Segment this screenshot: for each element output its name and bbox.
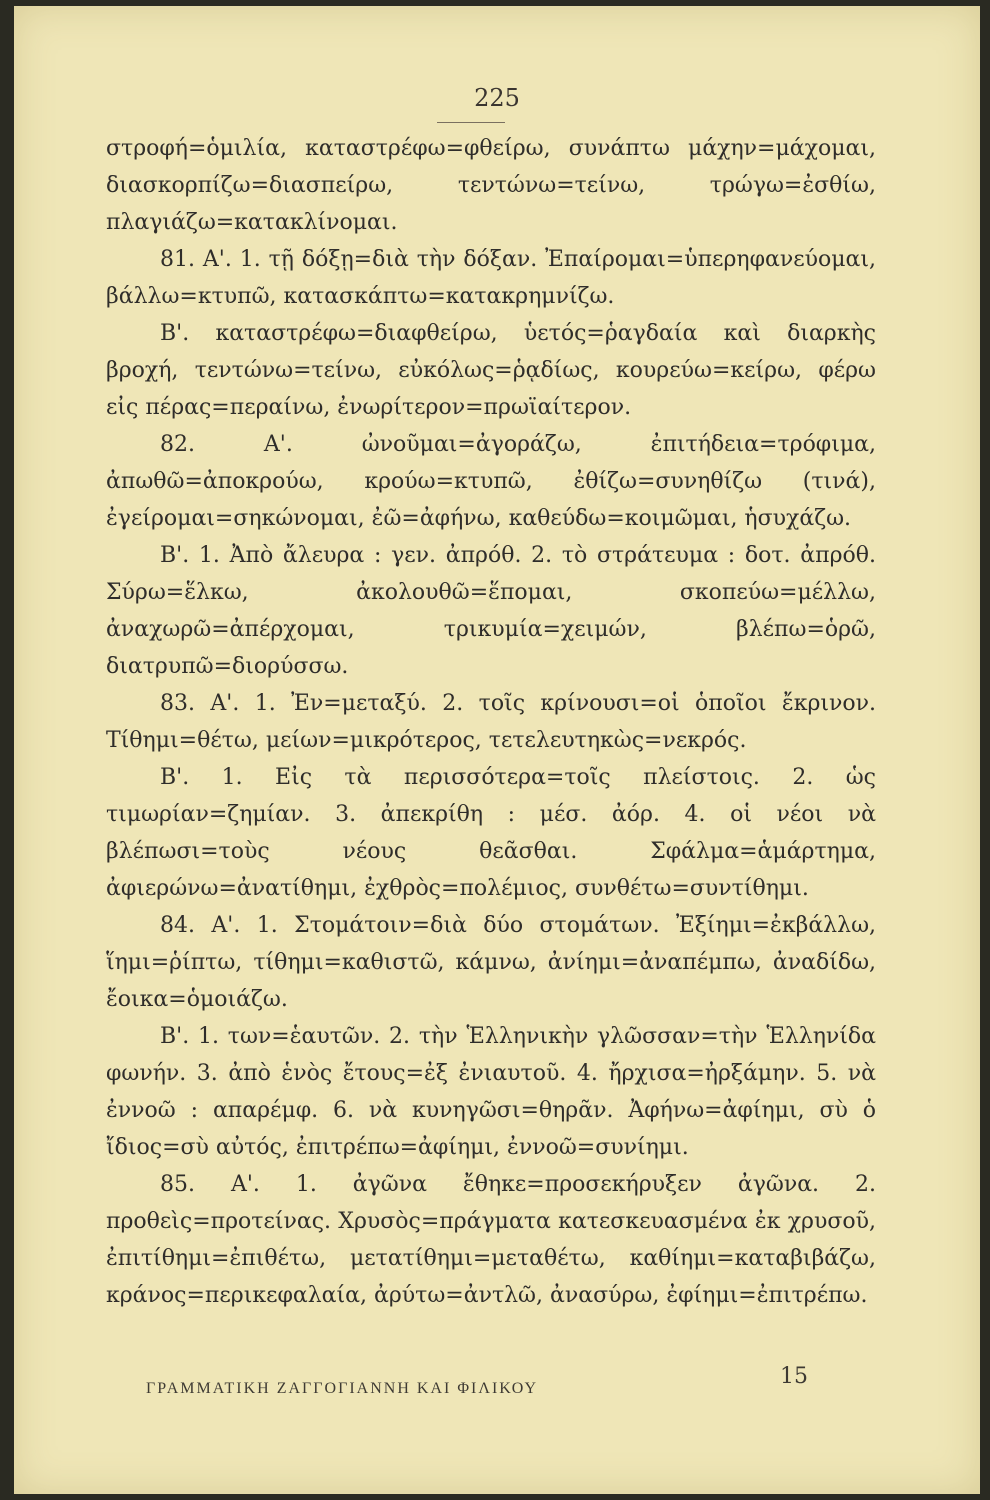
paragraph: 81. Α'. 1. τῇ δόξῃ=διὰ τὴν δόξαν. Ἐπαίρομαι=ὑπερηφανεύομαι, βάλλω=κτυπῶ, κατασκάπτω=κατακρημνίζω. xyxy=(106,247,876,309)
sheet-number: 15 xyxy=(780,1364,808,1389)
paragraph: 82. Α'. ὠνοῦμαι=ἀγοράζω, ἐπιτήδεια=τρόφιμα, ἀπωθῶ=ἀποκρούω, κρούω=κτυπῶ, ἐθίζω=συνηθίζω (τινά), ἐγείρομαι=σηκώνομαι, ἐῶ=ἀφήνω, καθεύδω=κοιμῶμαι, ἡσυχάζω. xyxy=(106,432,876,531)
paragraph: Β'. 1. Ἀπὸ ἄλευρα : γεν. ἀπρόθ. 2. τὸ στράτευμα : δοτ. ἀπρόθ. Σύρω=ἕλκω, ἀκολουθῶ=ἕπομαι, σκοπεύω=μέλλω, ἀναχωρῶ=ἀπέρχομαι, τρικυμία=χειμών, βλέπω=ὁρῶ, διατρυπῶ=διορύσσω. xyxy=(106,543,876,679)
paragraph: στροφή=ὁμιλία, καταστρέφω=φθείρω, συνάπτω μάχην=μάχομαι, διασκορπίζω=διασπείρω, τεντώνω=τείνω, τρώγω=ἐσθίω, πλαγιάζω=κατακλίνομαι. xyxy=(106,136,876,235)
footer-title: ΓΡΑΜΜΑΤΙΚΗ ΖΑΓΓΟΓΙΑΝΝΗ ΚΑΙ ΦΙΛΙΚΟΥ xyxy=(146,1380,539,1397)
body-text xyxy=(106,130,876,1314)
paragraph: 85. Α'. 1. ἀγῶνα ἔθηκε=προσεκήρυξεν ἀγῶνα. 2. προθεὶς=προτείνας. Χρυσὸς=πράγματα κατεσκευασμένα ἐκ χρυσοῦ, ἐπιτίθημι=ἐπιθέτω, μετατίθημι=μεταθέτω, καθίημι=καταβιβάζω, κράνος=περικεφαλαία, ἀρύτω=ἀντλῶ, ἀνασύρω, ἐφίημι=ἐπιτρέπω. xyxy=(106,1172,876,1308)
paragraph: 83. Α'. 1. Ἐν=μεταξύ. 2. τοῖς κρίνουσι=οἱ ὁποῖοι ἔκρινον. Τίθημι=θέτω, μείων=μικρότερος, τετελευτηκὼς=νεκρός. xyxy=(106,691,876,753)
header-rule xyxy=(437,122,505,123)
page-number: 225 xyxy=(474,84,520,112)
paragraph: Β'. 1. των=ἑαυτῶν. 2. τὴν Ἑλληνικὴν γλῶσσαν=τὴν Ἑλληνίδα φωνήν. 3. ἀπὸ ἑνὸς ἔτους=ἐξ ἐνιαυτοῦ. 4. ἤρχισα=ἠρξάμην. 5. νὰ ἐννοῶ : απαρέμφ. 6. νὰ κυνηγῶσι=θηρᾶν. Ἀφήνω=ἀφίημι, σὺ ὁ ἴδιος=σὺ αὐτός, ἐπιτρέπω=ἀφίημι, ἐννοῶ=συνίημι. xyxy=(106,1024,876,1160)
book-page xyxy=(14,6,980,1494)
paragraph: 84. Α'. 1. Στομάτοιν=διὰ δύο στομάτων. Ἐξίημι=ἐκβάλλω, ἵημι=ῥίπτω, τίθημι=καθιστῶ, κάμνω, ἀνίημι=ἀναπέμπω, ἀναδίδω, ἔοικα=ὁμοιάζω. xyxy=(106,913,876,1012)
paragraph: Β'. καταστρέφω=διαφθείρω, ὑετός=ῥαγδαία καὶ διαρκὴς βροχή, τεντώνω=τείνω, εὐκόλως=ῥᾳδίως, κουρεύω=κείρω, φέρω εἰς πέρας=περαίνω, ἐνωρίτερον=πρωϊαίτερον. xyxy=(106,321,876,420)
paragraph: Β'. 1. Εἰς τὰ περισσότερα=τοῖς πλείστοις. 2. ὡς τιμωρίαν=ζημίαν. 3. ἀπεκρίθη : μέσ. ἀόρ. 4. οἱ νέοι νὰ βλέπωσι=τοὺς νέους θεᾶσθαι. Σφάλμα=ἁμάρτημα, ἀφιερώνω=ἀνατίθημι, ἐχθρὸς=πολέμιος, συνθέτω=συντίθημι. xyxy=(106,765,876,901)
